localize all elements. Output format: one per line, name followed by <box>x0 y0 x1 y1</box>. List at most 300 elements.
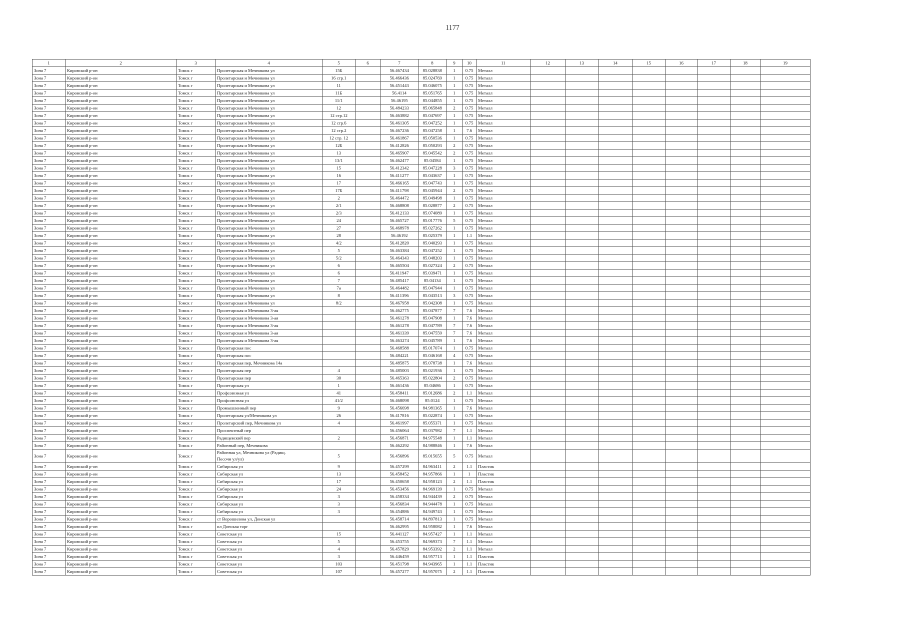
col18-cell <box>730 269 760 277</box>
col18-cell <box>730 419 760 427</box>
col19-cell <box>760 478 810 486</box>
material-cell: Металл <box>476 374 530 382</box>
house-cell: 16 <box>322 172 355 180</box>
material-cell: Металл <box>476 187 530 195</box>
longitude-cell: 85.047877 <box>418 307 446 315</box>
longitude-cell: 85.017776 <box>418 217 446 225</box>
material-cell: Металл <box>476 89 530 97</box>
longitude-cell: 85.037982 <box>418 427 446 435</box>
col19-cell <box>760 538 810 546</box>
latitude-cell: 56.466436 <box>380 74 418 82</box>
city-cell: Томск г <box>176 284 215 292</box>
zone-cell: Зона 7 <box>32 247 65 255</box>
col17-cell <box>697 239 730 247</box>
col18-cell <box>730 307 760 315</box>
city-cell: Томск г <box>176 194 215 202</box>
district-cell: Кировский р-он <box>65 134 176 142</box>
col13-cell <box>565 202 598 210</box>
material-cell: Металл <box>476 337 530 345</box>
zone-cell: Зона 7 <box>32 427 65 435</box>
col14-cell <box>598 277 632 285</box>
longitude-cell: 85.028877 <box>418 202 446 210</box>
zone-cell: Зона 7 <box>32 374 65 382</box>
table-row <box>32 508 810 516</box>
column-number-cell: 15 <box>632 59 665 67</box>
col12-cell <box>530 82 565 90</box>
col16-cell <box>665 485 697 493</box>
street-cell: Сибирская ул <box>215 463 322 471</box>
col6-cell <box>355 224 380 232</box>
city-cell: Томск г <box>176 329 215 337</box>
material-cell: Металл <box>476 367 530 375</box>
col18-cell <box>730 239 760 247</box>
col12-cell <box>530 478 565 486</box>
material-cell: Металл <box>476 485 530 493</box>
col18-cell <box>730 67 760 75</box>
city-cell: Томск г <box>176 374 215 382</box>
col6-cell <box>355 254 380 262</box>
house-cell: 6 <box>322 262 355 270</box>
latitude-cell: 56.46192 <box>380 232 418 240</box>
zone-cell: Зона 7 <box>32 359 65 367</box>
city-cell: Томск г <box>176 508 215 516</box>
latitude-cell: 56.465363 <box>380 374 418 382</box>
zone-cell: Зона 7 <box>32 337 65 345</box>
district-cell: Кировский р-он <box>65 269 176 277</box>
col14-cell <box>598 419 632 427</box>
col15-cell <box>632 299 665 307</box>
col16-cell <box>665 239 697 247</box>
volume-cell: 0.75 <box>462 419 476 427</box>
col15-cell <box>632 367 665 375</box>
col15-cell <box>632 434 665 442</box>
city-cell: Томск г <box>176 500 215 508</box>
col17-cell <box>697 112 730 120</box>
street-cell: Профсоюзная ул <box>215 389 322 397</box>
street-cell: Пролетарская и Мечникова ул <box>215 209 322 217</box>
col12-cell <box>530 97 565 105</box>
house-cell: 41/2 <box>322 397 355 405</box>
count-cell: 5 <box>446 217 462 225</box>
street-cell: Пролетарская и Мечникова ул <box>215 262 322 270</box>
col19-cell <box>760 449 810 463</box>
col13-cell <box>565 157 598 165</box>
latitude-cell: 56.457277 <box>380 568 418 576</box>
street-cell: Советская ул <box>215 538 322 546</box>
zone-cell: Зона 7 <box>32 262 65 270</box>
longitude-cell: 85.022874 <box>418 412 446 420</box>
col14-cell <box>598 217 632 225</box>
col14-cell <box>598 179 632 187</box>
street-cell: пл Донская торг <box>215 523 322 531</box>
latitude-cell: 56.465907 <box>380 149 418 157</box>
count-cell: 2 <box>446 389 462 397</box>
zone-cell: Зона 7 <box>32 515 65 523</box>
street-cell: Советская ул <box>215 560 322 568</box>
col14-cell <box>598 530 632 538</box>
material-cell: Металл <box>476 508 530 516</box>
col14-cell <box>598 104 632 112</box>
col13-cell <box>565 194 598 202</box>
table-row <box>32 202 810 210</box>
city-cell: Томск г <box>176 523 215 531</box>
table-row <box>32 82 810 90</box>
material-cell: Металл <box>476 523 530 531</box>
district-cell: Кировский р-он <box>65 292 176 300</box>
count-cell: 1 <box>446 485 462 493</box>
col19-cell <box>760 545 810 553</box>
col17-cell <box>697 478 730 486</box>
count-cell: 4 <box>446 352 462 360</box>
latitude-cell: 56.412342 <box>380 164 418 172</box>
city-cell: Томск г <box>176 209 215 217</box>
col19-cell <box>760 329 810 337</box>
col17-cell <box>697 523 730 531</box>
material-cell: Металл <box>476 269 530 277</box>
table-row <box>32 337 810 345</box>
house-cell: 2/1 <box>322 202 355 210</box>
col18-cell <box>730 74 760 82</box>
col18-cell <box>730 389 760 397</box>
col12-cell <box>530 322 565 330</box>
house-cell: 12 стр.6 <box>322 119 355 127</box>
col17-cell <box>697 134 730 142</box>
col17-cell <box>697 119 730 127</box>
city-cell: Томск г <box>176 427 215 435</box>
latitude-cell: 56.463384 <box>380 247 418 255</box>
col6-cell <box>355 523 380 531</box>
latitude-cell: 56.441127 <box>380 530 418 538</box>
district-cell: Кировский р-он <box>65 119 176 127</box>
col15-cell <box>632 179 665 187</box>
house-cell: 4 <box>322 419 355 427</box>
table-row <box>32 500 810 508</box>
col14-cell <box>598 367 632 375</box>
city-cell: Томск г <box>176 322 215 330</box>
longitude-cell: 85.050536 <box>418 134 446 142</box>
material-cell: Металл <box>476 515 530 523</box>
col6-cell <box>355 463 380 471</box>
street-cell: Пролетарская и Мечникова ул <box>215 134 322 142</box>
street-cell: Пролетарская и Мечникова ул <box>215 269 322 277</box>
material-cell: Металл <box>476 262 530 270</box>
district-cell: Кировский р-он <box>65 404 176 412</box>
page-number: 1177 <box>445 24 460 32</box>
volume-cell: 7.6 <box>462 359 476 367</box>
col12-cell <box>530 254 565 262</box>
col12-cell <box>530 508 565 516</box>
col16-cell <box>665 470 697 478</box>
col18-cell <box>730 470 760 478</box>
latitude-cell: 56.461339 <box>380 329 418 337</box>
table-row <box>32 515 810 523</box>
col16-cell <box>665 404 697 412</box>
district-cell: Кировский р-он <box>65 478 176 486</box>
col6-cell <box>355 104 380 112</box>
zone-cell: Зона 7 <box>32 299 65 307</box>
col15-cell <box>632 284 665 292</box>
col19-cell <box>760 149 810 157</box>
material-cell: Металл <box>476 404 530 412</box>
house-cell: 12 стр.12 <box>322 112 355 120</box>
col13-cell <box>565 119 598 127</box>
volume-cell: 0.75 <box>462 82 476 90</box>
col6-cell <box>355 202 380 210</box>
house-cell: 41 <box>322 389 355 397</box>
col15-cell <box>632 374 665 382</box>
city-cell: Томск г <box>176 187 215 195</box>
col12-cell <box>530 119 565 127</box>
col14-cell <box>598 344 632 352</box>
zone-cell: Зона 7 <box>32 538 65 546</box>
col13-cell <box>565 485 598 493</box>
latitude-cell: 56.457299 <box>380 463 418 471</box>
col6-cell <box>355 500 380 508</box>
col17-cell <box>697 194 730 202</box>
longitude-cell: 84.958082 <box>418 523 446 531</box>
house-cell: 107 <box>322 568 355 576</box>
district-cell: Кировский р-он <box>65 367 176 375</box>
col19-cell <box>760 374 810 382</box>
house-cell: 13 <box>322 149 355 157</box>
col19-cell <box>760 209 810 217</box>
longitude-cell: 85.078738 <box>418 359 446 367</box>
col13-cell <box>565 530 598 538</box>
col14-cell <box>598 382 632 390</box>
col13-cell <box>565 560 598 568</box>
longitude-cell: 85.047908 <box>418 314 446 322</box>
latitude-cell: 56.411947 <box>380 269 418 277</box>
longitude-cell: 85.027262 <box>418 224 446 232</box>
col12-cell <box>530 142 565 150</box>
col19-cell <box>760 553 810 561</box>
material-cell: Металл <box>476 359 530 367</box>
column-number-cell: 16 <box>665 59 697 67</box>
count-cell: 3 <box>446 292 462 300</box>
material-cell: Пластик <box>476 470 530 478</box>
table-row <box>32 142 810 150</box>
col18-cell <box>730 508 760 516</box>
col15-cell <box>632 538 665 546</box>
col12-cell <box>530 307 565 315</box>
volume-cell: 0.75 <box>462 202 476 210</box>
col14-cell <box>598 262 632 270</box>
col18-cell <box>730 374 760 382</box>
col15-cell <box>632 463 665 471</box>
district-cell: Кировский р-он <box>65 434 176 442</box>
col13-cell <box>565 127 598 135</box>
material-cell: Металл <box>476 329 530 337</box>
col16-cell <box>665 277 697 285</box>
house-cell <box>322 352 355 360</box>
zone-cell: Зона 7 <box>32 560 65 568</box>
district-cell: Кировский р-он <box>65 515 176 523</box>
zone-cell: Зона 7 <box>32 434 65 442</box>
col19-cell <box>760 344 810 352</box>
zone-cell: Зона 7 <box>32 508 65 516</box>
volume-cell: 7.6 <box>462 307 476 315</box>
col14-cell <box>598 284 632 292</box>
city-cell: Томск г <box>176 97 215 105</box>
material-cell: Пластик <box>476 560 530 568</box>
latitude-cell: 56.457829 <box>380 545 418 553</box>
col6-cell <box>355 157 380 165</box>
col16-cell <box>665 434 697 442</box>
col18-cell <box>730 367 760 375</box>
house-cell: 3 <box>322 508 355 516</box>
col16-cell <box>665 314 697 322</box>
col14-cell <box>598 322 632 330</box>
volume-cell: 0.75 <box>462 209 476 217</box>
col13-cell <box>565 545 598 553</box>
latitude-cell: 56.468588 <box>380 344 418 352</box>
volume-cell: 0.75 <box>462 284 476 292</box>
col6-cell <box>355 329 380 337</box>
count-cell: 1 <box>446 74 462 82</box>
col6-cell <box>355 344 380 352</box>
latitude-cell: 56.467236 <box>380 127 418 135</box>
count-cell: 1 <box>446 277 462 285</box>
table-row <box>32 434 810 442</box>
table-row <box>32 412 810 420</box>
latitude-cell: 56.463882 <box>380 112 418 120</box>
volume-cell: 0.75 <box>462 74 476 82</box>
count-cell: 1 <box>446 412 462 420</box>
street-cell: Советская ул <box>215 568 322 576</box>
house-cell: 13/1 <box>322 157 355 165</box>
col18-cell <box>730 412 760 420</box>
col17-cell <box>697 337 730 345</box>
district-cell: Кировский р-он <box>65 89 176 97</box>
volume-cell: 1.1 <box>462 478 476 486</box>
col13-cell <box>565 568 598 576</box>
col17-cell <box>697 202 730 210</box>
latitude-cell: 56.461278 <box>380 314 418 322</box>
col14-cell <box>598 545 632 553</box>
col14-cell <box>598 515 632 523</box>
table-row <box>32 463 810 471</box>
district-cell: Кировский р-он <box>65 523 176 531</box>
col14-cell <box>598 269 632 277</box>
longitude-cell: 84.953392 <box>418 545 446 553</box>
street-cell: Пролетарская и Мечникова ул <box>215 187 322 195</box>
col6-cell <box>355 292 380 300</box>
col13-cell <box>565 352 598 360</box>
col12-cell <box>530 344 565 352</box>
col13-cell <box>565 412 598 420</box>
col19-cell <box>760 397 810 405</box>
district-cell: Кировский р-он <box>65 442 176 450</box>
count-cell: 1 <box>446 247 462 255</box>
volume-cell: 0.75 <box>462 277 476 285</box>
longitude-cell: 84.944478 <box>418 500 446 508</box>
col14-cell <box>598 314 632 322</box>
material-cell: Металл <box>476 500 530 508</box>
col17-cell <box>697 97 730 105</box>
col16-cell <box>665 149 697 157</box>
material-cell: Металл <box>476 434 530 442</box>
col19-cell <box>760 412 810 420</box>
district-cell: Кировский р-он <box>65 374 176 382</box>
zone-cell: Зона 7 <box>32 463 65 471</box>
longitude-cell: 85.047743 <box>418 179 446 187</box>
volume-cell: 0.75 <box>462 149 476 157</box>
city-cell: Томск г <box>176 337 215 345</box>
city-cell: Томск г <box>176 545 215 553</box>
volume-cell: 0.75 <box>462 508 476 516</box>
col12-cell <box>530 352 565 360</box>
table-row <box>32 187 810 195</box>
col15-cell <box>632 344 665 352</box>
col15-cell <box>632 247 665 255</box>
count-cell: 1 <box>446 419 462 427</box>
zone-cell: Зона 7 <box>32 112 65 120</box>
column-number-cell: 7 <box>380 59 418 67</box>
volume-cell: 0.75 <box>462 97 476 105</box>
house-cell: 16 стр.1 <box>322 74 355 82</box>
volume-cell: 0.75 <box>462 112 476 120</box>
city-cell: Томск г <box>176 515 215 523</box>
house-cell: 12 <box>322 104 355 112</box>
street-cell: Пролетарская и Мечникова ул <box>215 202 322 210</box>
material-cell: Металл <box>476 82 530 90</box>
material-cell: Металл <box>476 134 530 142</box>
table-row <box>32 254 810 262</box>
col18-cell <box>730 568 760 576</box>
col6-cell <box>355 382 380 390</box>
col19-cell <box>760 508 810 516</box>
zone-cell: Зона 7 <box>32 485 65 493</box>
col6-cell <box>355 179 380 187</box>
city-cell: Томск г <box>176 485 215 493</box>
col12-cell <box>530 485 565 493</box>
col17-cell <box>697 397 730 405</box>
count-cell: 1 <box>446 397 462 405</box>
street-cell: Пролетарская ул/Мечникова ул <box>215 412 322 420</box>
city-cell: Томск г <box>176 397 215 405</box>
col18-cell <box>730 277 760 285</box>
column-number-cell: 10 <box>462 59 476 67</box>
col16-cell <box>665 164 697 172</box>
street-cell: Промышленный пер <box>215 404 322 412</box>
material-cell: Металл <box>476 97 530 105</box>
col13-cell <box>565 463 598 471</box>
col17-cell <box>697 382 730 390</box>
city-cell: Томск г <box>176 560 215 568</box>
col16-cell <box>665 568 697 576</box>
col6-cell <box>355 404 380 412</box>
col18-cell <box>730 157 760 165</box>
col14-cell <box>598 209 632 217</box>
house-cell: 12Б <box>322 142 355 150</box>
col17-cell <box>697 284 730 292</box>
col12-cell <box>530 134 565 142</box>
material-cell: Металл <box>476 217 530 225</box>
district-cell: Кировский р-он <box>65 67 176 75</box>
material-cell: Металл <box>476 389 530 397</box>
city-cell: Томск г <box>176 224 215 232</box>
house-cell: 12 стр. 12 <box>322 134 355 142</box>
house-cell <box>322 523 355 531</box>
longitude-cell: 85.015655 <box>418 449 446 463</box>
col18-cell <box>730 500 760 508</box>
col6-cell <box>355 172 380 180</box>
latitude-cell: 56.468098 <box>380 397 418 405</box>
district-cell: Кировский р-он <box>65 337 176 345</box>
volume-cell: 1.1 <box>462 232 476 240</box>
house-cell: 8/2 <box>322 299 355 307</box>
col16-cell <box>665 367 697 375</box>
